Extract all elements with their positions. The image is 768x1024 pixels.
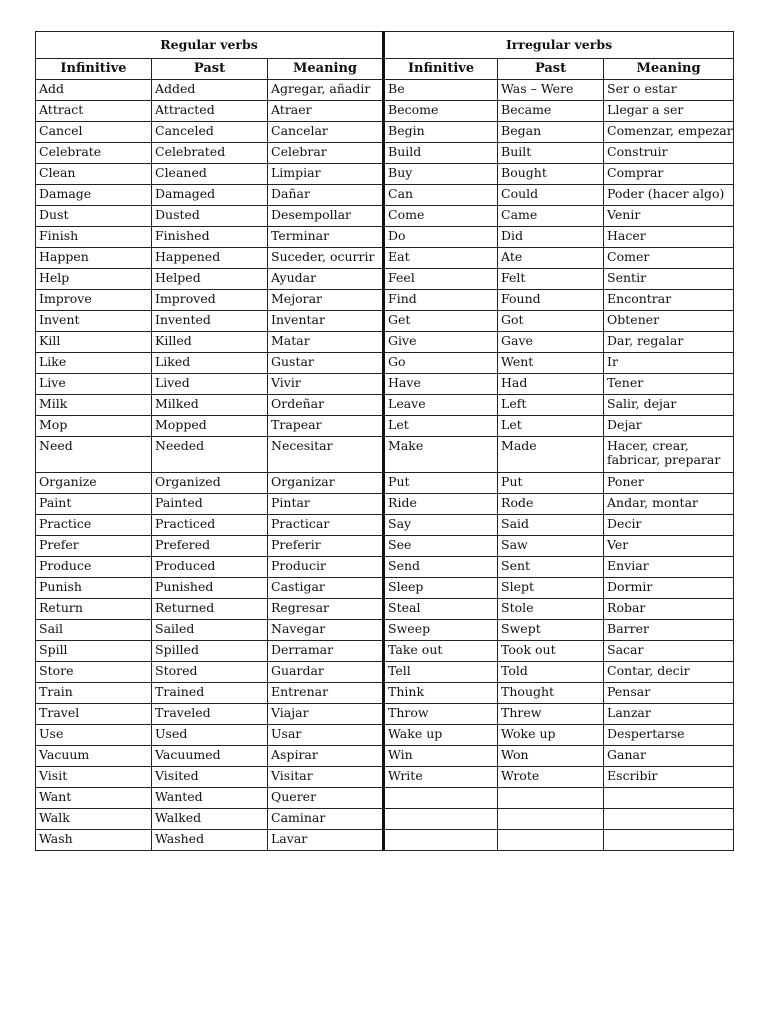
regular-meaning-cell: Viajar [268,704,384,725]
irregular-past-cell: Saw [498,536,604,557]
irregular-meaning-header: Meaning [604,59,734,80]
regular-meaning-cell: Castigar [268,578,384,599]
irregular-past-cell: Stole [498,599,604,620]
irregular-meaning-cell: Decir [604,515,734,536]
regular-meaning-cell: Trapear [268,416,384,437]
verbs-table [35,31,734,851]
regular-past-cell: Dusted [152,206,268,227]
regular-meaning-cell: Terminar [268,227,384,248]
regular-meaning-cell: Ayudar [268,269,384,290]
irregular-infinitive-cell [384,830,498,851]
regular-infinitive-cell: Want [36,788,152,809]
irregular-past-cell: Had [498,374,604,395]
regular-meaning-cell: Matar [268,332,384,353]
irregular-meaning-cell: Enviar [604,557,734,578]
irregular-past-cell: Found [498,290,604,311]
regular-past-cell: Spilled [152,641,268,662]
irregular-infinitive-cell: Feel [384,269,498,290]
regular-meaning-cell: Cancelar [268,122,384,143]
regular-infinitive-cell: Live [36,374,152,395]
regular-infinitive-cell: Train [36,683,152,704]
regular-past-cell: Painted [152,494,268,515]
table-row [36,437,734,473]
regular-meaning-cell: Preferir [268,536,384,557]
table-row [36,395,734,416]
table-row [36,290,734,311]
irregular-past-cell: Rode [498,494,604,515]
table-row [36,416,734,437]
regular-past-cell: Practiced [152,515,268,536]
table-row [36,830,734,851]
regular-infinitive-cell: Produce [36,557,152,578]
irregular-infinitive-cell: See [384,536,498,557]
table-row [36,515,734,536]
irregular-meaning-cell: Encontrar [604,290,734,311]
irregular-meaning-cell: Dar, regalar [604,332,734,353]
irregular-meaning-cell: Andar, montar [604,494,734,515]
regular-infinitive-cell: Finish [36,227,152,248]
irregular-meaning-cell: Escribir [604,767,734,788]
irregular-past-cell [498,830,604,851]
verb-rows [36,80,734,851]
table-row [36,683,734,704]
irregular-infinitive-cell: Build [384,143,498,164]
irregular-past-cell: Put [498,473,604,494]
regular-meaning-cell: Vivir [268,374,384,395]
table-row [36,725,734,746]
irregular-meaning-cell: Llegar a ser [604,101,734,122]
irregular-past-cell: Said [498,515,604,536]
irregular-past-cell: Felt [498,269,604,290]
regular-infinitive-cell: Invent [36,311,152,332]
table-row [36,494,734,515]
regular-infinitive-cell: Sail [36,620,152,641]
column-header-row [36,59,734,80]
regular-past-cell: Damaged [152,185,268,206]
regular-infinitive-cell: Paint [36,494,152,515]
regular-meaning-cell: Regresar [268,599,384,620]
irregular-past-cell [498,788,604,809]
irregular-infinitive-cell: Go [384,353,498,374]
regular-meaning-cell: Mejorar [268,290,384,311]
irregular-meaning-cell [604,830,734,851]
regular-past-cell: Vacuumed [152,746,268,767]
irregular-past-cell: Left [498,395,604,416]
table-row [36,536,734,557]
regular-past-cell: Celebrated [152,143,268,164]
irregular-past-cell: Became [498,101,604,122]
irregular-infinitive-cell: Be [384,80,498,101]
regular-meaning-cell: Guardar [268,662,384,683]
regular-past-cell: Killed [152,332,268,353]
irregular-infinitive-cell [384,788,498,809]
regular-meaning-cell: Desempollar [268,206,384,227]
irregular-meaning-cell: Hacer [604,227,734,248]
irregular-past-cell: Went [498,353,604,374]
table-row [36,809,734,830]
irregular-past-cell: Won [498,746,604,767]
irregular-past-cell: Swept [498,620,604,641]
regular-meaning-cell: Atraer [268,101,384,122]
regular-meaning-cell: Necesitar [268,437,384,473]
irregular-infinitive-cell [384,809,498,830]
regular-verbs-heading: Regular verbs [36,32,384,59]
irregular-infinitive-cell: Get [384,311,498,332]
regular-past-cell: Produced [152,557,268,578]
irregular-infinitive-cell: Put [384,473,498,494]
irregular-infinitive-cell: Take out [384,641,498,662]
irregular-meaning-cell: Ver [604,536,734,557]
regular-infinitive-cell: Travel [36,704,152,725]
regular-infinitive-cell: Happen [36,248,152,269]
irregular-past-cell: Took out [498,641,604,662]
irregular-infinitive-cell: Leave [384,395,498,416]
irregular-meaning-cell: Dejar [604,416,734,437]
irregular-meaning-cell: Comenzar, empezar [604,122,734,143]
table-row [36,473,734,494]
table-row [36,662,734,683]
irregular-meaning-cell: Tener [604,374,734,395]
regular-past-cell: Happened [152,248,268,269]
regular-past-cell: Punished [152,578,268,599]
table-row [36,101,734,122]
regular-infinitive-cell: Cancel [36,122,152,143]
table-row [36,143,734,164]
irregular-meaning-cell: Despertarse [604,725,734,746]
irregular-meaning-cell: Construir [604,143,734,164]
regular-meaning-cell: Producir [268,557,384,578]
table-row [36,164,734,185]
table-row [36,248,734,269]
regular-past-cell: Attracted [152,101,268,122]
irregular-past-cell: Did [498,227,604,248]
regular-meaning-cell: Organizar [268,473,384,494]
irregular-infinitive-cell: Throw [384,704,498,725]
regular-infinitive-cell: Attract [36,101,152,122]
irregular-meaning-cell: Pensar [604,683,734,704]
irregular-meaning-cell: Hacer, crear, fabricar, preparar [604,437,734,473]
irregular-past-header: Past [498,59,604,80]
regular-meaning-cell: Aspirar [268,746,384,767]
regular-infinitive-cell: Use [36,725,152,746]
irregular-infinitive-cell: Wake up [384,725,498,746]
irregular-meaning-cell: Robar [604,599,734,620]
table-row [36,227,734,248]
irregular-past-cell: Threw [498,704,604,725]
regular-past-cell: Canceled [152,122,268,143]
regular-infinitive-cell: Wash [36,830,152,851]
regular-past-cell: Finished [152,227,268,248]
irregular-past-cell: Got [498,311,604,332]
regular-infinitive-cell: Damage [36,185,152,206]
irregular-infinitive-cell: Have [384,374,498,395]
regular-past-cell: Organized [152,473,268,494]
regular-infinitive-cell: Prefer [36,536,152,557]
irregular-infinitive-cell: Begin [384,122,498,143]
irregular-past-cell: Slept [498,578,604,599]
irregular-infinitive-cell: Find [384,290,498,311]
irregular-meaning-cell: Poner [604,473,734,494]
table-row [36,269,734,290]
regular-meaning-cell: Practicar [268,515,384,536]
irregular-meaning-cell: Poder (hacer algo) [604,185,734,206]
regular-infinitive-cell: Practice [36,515,152,536]
regular-meaning-cell: Derramar [268,641,384,662]
regular-past-cell: Milked [152,395,268,416]
regular-infinitive-cell: Dust [36,206,152,227]
irregular-past-cell: Bought [498,164,604,185]
irregular-past-cell: Came [498,206,604,227]
irregular-past-cell: Let [498,416,604,437]
irregular-past-cell: Wrote [498,767,604,788]
regular-meaning-cell: Gustar [268,353,384,374]
regular-past-cell: Sailed [152,620,268,641]
table-row [36,746,734,767]
table-row [36,332,734,353]
irregular-past-cell: Woke up [498,725,604,746]
irregular-meaning-cell [604,809,734,830]
regular-meaning-cell: Suceder, ocurrir [268,248,384,269]
irregular-meaning-cell: Ir [604,353,734,374]
regular-meaning-cell: Lavar [268,830,384,851]
irregular-past-cell: Made [498,437,604,473]
irregular-past-cell: Ate [498,248,604,269]
irregular-infinitive-cell: Do [384,227,498,248]
irregular-past-cell: Began [498,122,604,143]
regular-infinitive-cell: Return [36,599,152,620]
irregular-meaning-cell: Obtener [604,311,734,332]
regular-past-cell: Visited [152,767,268,788]
irregular-infinitive-cell: Sweep [384,620,498,641]
regular-infinitive-cell: Spill [36,641,152,662]
regular-meaning-cell: Limpiar [268,164,384,185]
regular-meaning-cell: Entrenar [268,683,384,704]
regular-infinitive-cell: Organize [36,473,152,494]
table-row [36,788,734,809]
irregular-meaning-cell: Ser o estar [604,80,734,101]
table-row [36,557,734,578]
regular-meaning-cell: Celebrar [268,143,384,164]
irregular-past-cell: Built [498,143,604,164]
irregular-infinitive-cell: Tell [384,662,498,683]
regular-past-cell: Wanted [152,788,268,809]
irregular-infinitive-cell: Can [384,185,498,206]
regular-meaning-cell: Visitar [268,767,384,788]
irregular-meaning-cell: Venir [604,206,734,227]
irregular-infinitive-cell: Give [384,332,498,353]
regular-meaning-cell: Navegar [268,620,384,641]
regular-meaning-cell: Inventar [268,311,384,332]
table-row [36,767,734,788]
irregular-meaning-cell: Comer [604,248,734,269]
regular-infinitive-cell: Clean [36,164,152,185]
regular-infinitive-cell: Walk [36,809,152,830]
regular-past-cell: Mopped [152,416,268,437]
regular-past-cell: Walked [152,809,268,830]
irregular-meaning-cell: Contar, decir [604,662,734,683]
irregular-infinitive-cell: Write [384,767,498,788]
regular-meaning-cell: Usar [268,725,384,746]
irregular-meaning-cell: Comprar [604,164,734,185]
regular-infinitive-cell: Like [36,353,152,374]
regular-past-cell: Washed [152,830,268,851]
irregular-past-cell: Sent [498,557,604,578]
irregular-past-cell: Thought [498,683,604,704]
irregular-meaning-cell: Sentir [604,269,734,290]
table-row [36,704,734,725]
regular-past-cell: Cleaned [152,164,268,185]
regular-past-cell: Used [152,725,268,746]
irregular-infinitive-cell: Ride [384,494,498,515]
irregular-infinitive-cell: Come [384,206,498,227]
regular-infinitive-cell: Visit [36,767,152,788]
group-header-row [36,32,734,59]
table-row [36,311,734,332]
regular-meaning-cell: Agregar, añadir [268,80,384,101]
irregular-meaning-cell: Barrer [604,620,734,641]
irregular-infinitive-cell: Buy [384,164,498,185]
regular-infinitive-cell: Store [36,662,152,683]
regular-infinitive-cell: Add [36,80,152,101]
irregular-past-cell: Gave [498,332,604,353]
irregular-past-cell [498,809,604,830]
regular-past-header: Past [152,59,268,80]
regular-past-cell: Prefered [152,536,268,557]
regular-infinitive-cell: Vacuum [36,746,152,767]
irregular-infinitive-cell: Become [384,101,498,122]
irregular-meaning-cell: Salir, dejar [604,395,734,416]
regular-infinitive-cell: Celebrate [36,143,152,164]
regular-meaning-cell: Ordeñar [268,395,384,416]
irregular-meaning-cell: Sacar [604,641,734,662]
table-row [36,353,734,374]
regular-infinitive-cell: Mop [36,416,152,437]
irregular-meaning-cell: Ganar [604,746,734,767]
table-row [36,641,734,662]
regular-past-cell: Liked [152,353,268,374]
regular-meaning-cell: Querer [268,788,384,809]
regular-past-cell: Stored [152,662,268,683]
table-row [36,185,734,206]
irregular-verbs-heading: Irregular verbs [384,32,734,59]
regular-past-cell: Lived [152,374,268,395]
table-row [36,620,734,641]
regular-meaning-cell: Caminar [268,809,384,830]
irregular-infinitive-cell: Let [384,416,498,437]
irregular-infinitive-cell: Steal [384,599,498,620]
irregular-past-cell: Could [498,185,604,206]
regular-infinitive-cell: Help [36,269,152,290]
regular-infinitive-cell: Punish [36,578,152,599]
irregular-infinitive-cell: Make [384,437,498,473]
irregular-infinitive-cell: Send [384,557,498,578]
irregular-infinitive-cell: Eat [384,248,498,269]
irregular-past-cell: Told [498,662,604,683]
regular-past-cell: Trained [152,683,268,704]
regular-infinitive-cell: Need [36,437,152,473]
regular-past-cell: Invented [152,311,268,332]
regular-past-cell: Traveled [152,704,268,725]
irregular-infinitive-cell: Say [384,515,498,536]
regular-infinitive-cell: Improve [36,290,152,311]
regular-infinitive-header: Infinitive [36,59,152,80]
regular-meaning-cell: Dañar [268,185,384,206]
irregular-infinitive-cell: Think [384,683,498,704]
irregular-meaning-cell: Dormir [604,578,734,599]
regular-meaning-cell: Pintar [268,494,384,515]
regular-past-cell: Added [152,80,268,101]
regular-meaning-header: Meaning [268,59,384,80]
irregular-past-cell: Was – Were [498,80,604,101]
table-row [36,578,734,599]
irregular-meaning-cell: Lanzar [604,704,734,725]
table-row [36,122,734,143]
regular-past-cell: Returned [152,599,268,620]
irregular-meaning-cell [604,788,734,809]
irregular-infinitive-cell: Sleep [384,578,498,599]
table-row [36,206,734,227]
regular-infinitive-cell: Kill [36,332,152,353]
table-row [36,80,734,101]
table-row [36,374,734,395]
irregular-infinitive-header: Infinitive [384,59,498,80]
regular-past-cell: Needed [152,437,268,473]
regular-past-cell: Improved [152,290,268,311]
regular-infinitive-cell: Milk [36,395,152,416]
table-row [36,599,734,620]
regular-past-cell: Helped [152,269,268,290]
irregular-infinitive-cell: Win [384,746,498,767]
